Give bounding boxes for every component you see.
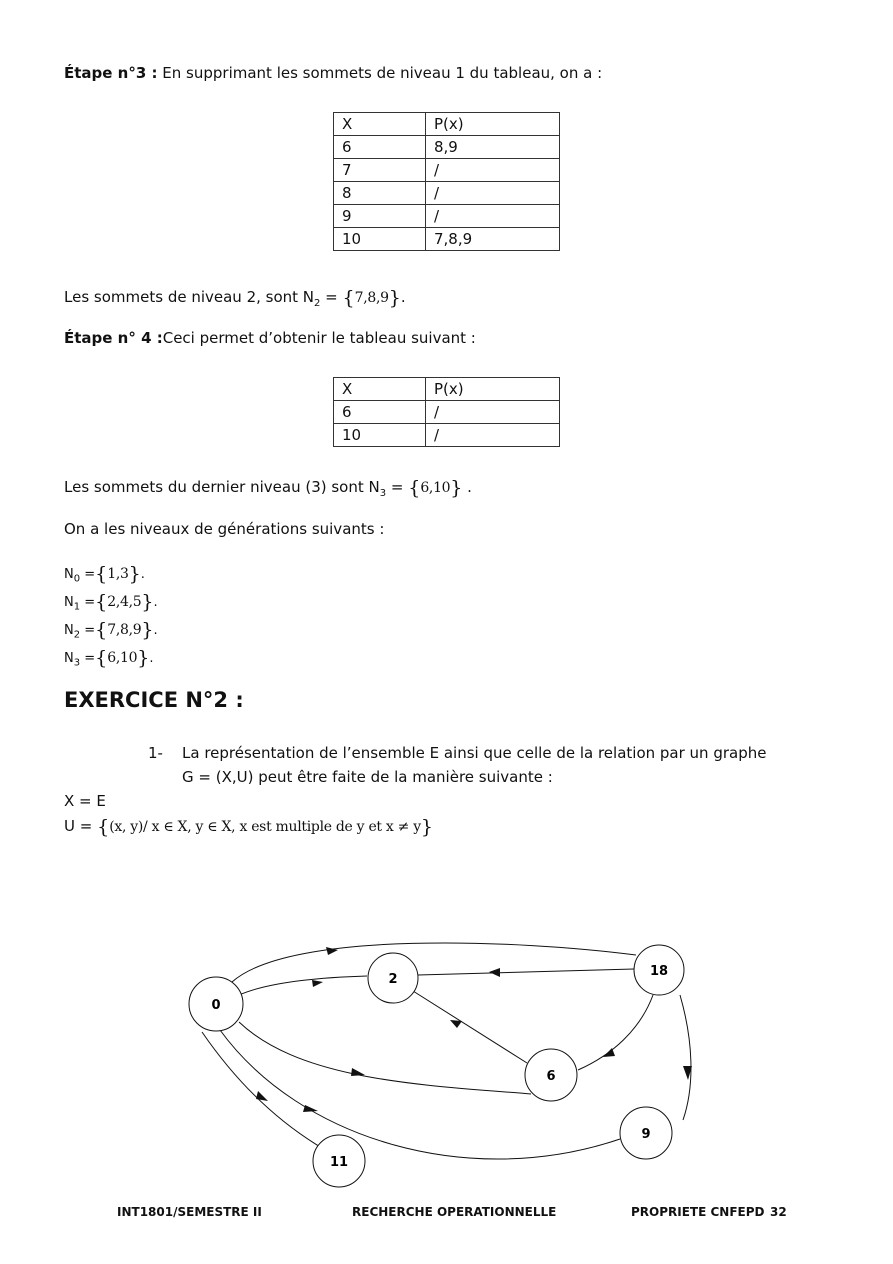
table-cell: 6	[334, 136, 426, 159]
page-number: 32	[770, 1205, 787, 1219]
u-prefix: U =	[64, 817, 98, 835]
table-cell: 7	[334, 159, 426, 182]
node-6	[525, 1049, 577, 1101]
table-cell: /	[426, 182, 560, 205]
node-9	[620, 1107, 672, 1159]
node-label-9: 9	[641, 1127, 651, 1142]
niveau2-eq: =	[320, 288, 343, 306]
etape3-text: En supprimant les sommets de niveau 1 du tableau, on a :	[157, 64, 603, 82]
arrowhead-icon	[256, 1091, 268, 1101]
edge-11-0	[202, 1032, 322, 1148]
graph-nodes	[189, 945, 684, 1187]
item1-line2: G = (X,U) peut être faite de la manière suivante :	[182, 768, 553, 786]
niveau3-paragraph: Les sommets du dernier niveau (3) sont $N_3 = \{6,10\}$ .	[64, 477, 472, 499]
table-cell: /	[426, 424, 560, 447]
item1-num: 1-	[148, 744, 163, 762]
etape3-label: Étape n°3 :	[64, 64, 158, 82]
node-18	[634, 945, 684, 995]
exercice-heading: EXERCICE N°2 :	[64, 688, 244, 712]
node-2	[368, 953, 418, 1003]
table-header-x: X	[334, 113, 426, 136]
node-label-18: 18	[649, 964, 669, 979]
niveau2-sub: 2	[314, 298, 321, 309]
table-cell: 6	[334, 401, 426, 424]
niveau2-end: .	[400, 288, 406, 306]
table-cell: 10	[334, 228, 426, 251]
table-header-px: P(x)	[426, 113, 560, 136]
footer-center: RECHERCHE OPERATIONNELLE	[352, 1205, 557, 1219]
node-label-6: 6	[546, 1069, 556, 1084]
niveau-line-1: $N_1 =\{2,4,5\}$.	[64, 591, 158, 613]
edge-6-2	[413, 991, 527, 1063]
table-cell: 7,8,9	[426, 228, 560, 251]
niveau3-text: Les sommets du dernier niveau (3) sont N	[64, 478, 380, 496]
niveau2-text: Les sommets de niveau 2, sont N	[64, 288, 315, 306]
niveau-line-2: $N_2 =\{7,8,9\}$.	[64, 619, 158, 641]
item1-line1: La représentation de l’ensemble E ainsi que celle de la relation par un graphe	[182, 744, 767, 762]
table-header-px: P(x)	[426, 378, 560, 401]
arrowhead-icon	[489, 968, 500, 977]
u-set: (x, y)/ x ∈ X, y ∈ X, x est multiple de y et x ≠ y	[109, 819, 421, 835]
table-cell: /	[426, 159, 560, 182]
x-definition: X = E	[64, 792, 106, 810]
niveau-line-3: $N_3 =\{6,10\}$.	[64, 647, 154, 669]
edge-18-9	[680, 995, 691, 1120]
u-definition: U = {(x, y)/ x ∈ X, y ∈ X, x est multiple de y et x ≠ y}	[64, 816, 433, 838]
edge-18-2	[418, 969, 634, 975]
niveau3-eq: =	[386, 478, 409, 496]
niveau3-set: 6,10	[420, 480, 451, 496]
table-cell: 9	[334, 205, 426, 228]
arrowhead-icon	[450, 1020, 462, 1028]
niveau3-end: .	[462, 478, 472, 496]
arrowhead-icon	[351, 1068, 365, 1076]
arrowhead-icon	[312, 980, 323, 987]
etape4-text: Ceci permet d’obtenir le tableau suivant :	[162, 329, 476, 347]
edge-6-0	[239, 1022, 531, 1094]
niveau2-paragraph: Les sommets de niveau 2, sont $N_2 = \{7,8,9\}$.	[64, 287, 406, 309]
node-label-11: 11	[329, 1155, 349, 1170]
table-cell: /	[426, 205, 560, 228]
niveau-line-0: $N_0 =\{1,3\}$.	[64, 563, 145, 585]
edge-2-0	[239, 976, 367, 995]
table-cell: /	[426, 401, 560, 424]
footer-left: INT1801/SEMESTRE II	[117, 1205, 262, 1219]
niveau3-sub: 3	[379, 488, 387, 499]
table-cell: 8,9	[426, 136, 560, 159]
niveau2-set: 7,8,9	[354, 290, 389, 306]
table-header-x: X	[334, 378, 426, 401]
niveaux-intro: On a les niveaux de générations suivants :	[64, 520, 385, 538]
node-11	[313, 1135, 365, 1187]
table-cell: 8	[334, 182, 426, 205]
node-label-2: 2	[388, 972, 398, 987]
node-0	[189, 977, 243, 1031]
node-label-0: 0	[211, 998, 221, 1013]
footer-right: PROPRIETE CNFEPD	[631, 1205, 765, 1219]
arrowhead-icon	[303, 1105, 318, 1112]
table-cell: 10	[334, 424, 426, 447]
edge-18-6	[578, 995, 653, 1070]
edge-18-0	[232, 943, 636, 982]
etape4-label: Étape n° 4 :	[64, 329, 163, 347]
